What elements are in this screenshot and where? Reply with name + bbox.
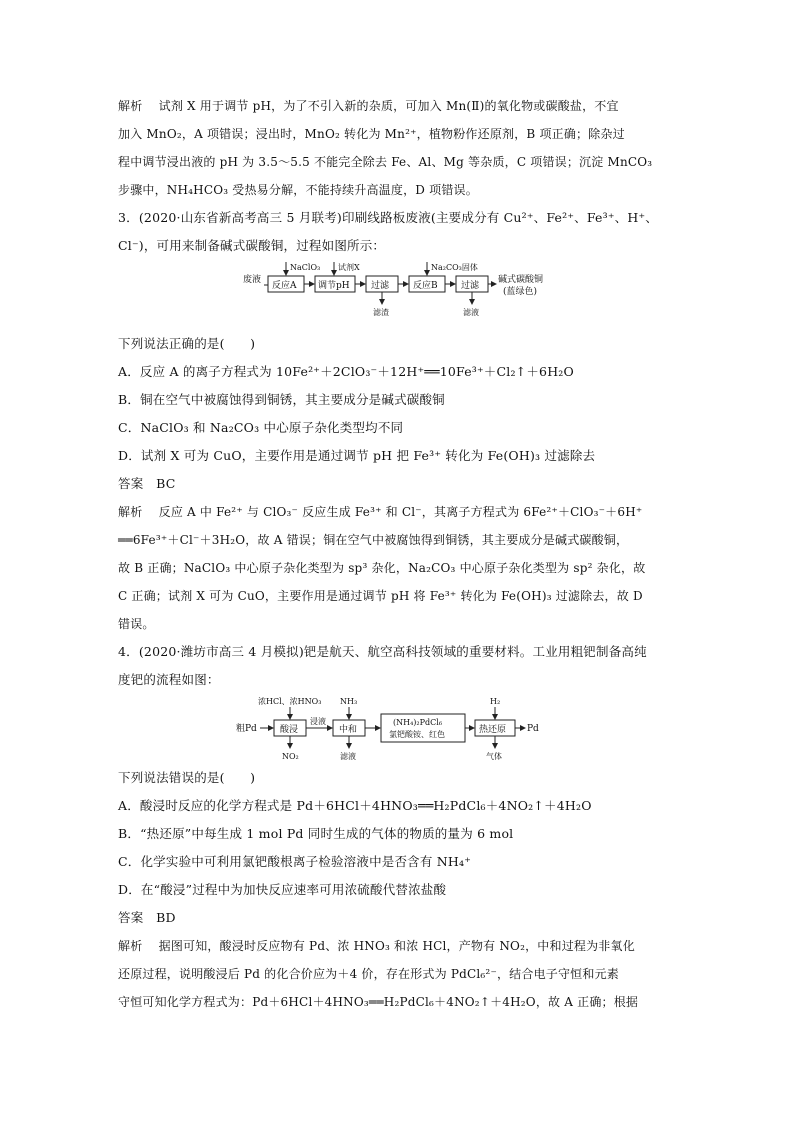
q4-stem: 度钯的流程如图： <box>118 672 220 687</box>
flow-input: H₂ <box>490 697 501 706</box>
flow-box-label: 过滤 <box>371 281 390 291</box>
q3-answer: 答案 BC <box>118 476 176 491</box>
flow-box-label: 反应A <box>272 281 297 291</box>
q3-stem: 3．(2020·山东省新高考高三 5 月联考)印刷线路板废液(主要成分有 Cu²⁺、Fe²⁺、Fe³⁺、H⁺、 <box>118 210 658 225</box>
q4-prompt: 下列说法错误的是( ) <box>118 770 256 785</box>
q2-analysis-line: 加入 MnO₂，A 项错误；浸出时，MnO₂ 转化为 Mn²⁺，植物粉作还原剂，B 项正确；除杂过 <box>118 127 625 141</box>
q3-analysis-line: 解析 反应 A 中 Fe²⁺ 与 ClO₃⁻ 反应生成 Fe³⁺ 和 Cl⁻，其离子方程式为 6Fe²⁺＋ClO₃⁻＋6H⁺ <box>118 505 643 519</box>
flow-box-label: 中和 <box>339 725 358 735</box>
analysis-label: 解析 <box>118 99 143 113</box>
flow-end: 碱式碳酸铜 <box>498 275 544 285</box>
q3-flow-diagram <box>118 260 680 330</box>
q4-stem: 4．(2020·潍坊市高三 4 月模拟)钯是航天、航空高科技领域的重要材料。工业用粗钯制备高纯 <box>118 644 647 659</box>
flow-start: 粗Pd <box>236 724 257 734</box>
q4-option-c: C．化学实验中可利用氯钯酸根离子检验溶液中是否含有 NH₄⁺ <box>118 854 471 869</box>
flow-arrow-label: 浸液 <box>310 717 326 726</box>
flow-box-label: 热还原 <box>479 725 507 735</box>
document-page <box>118 92 680 1016</box>
flow-input: Na₂CO₃固体 <box>431 263 478 272</box>
q4-option-a: A．酸浸时反应的化学方程式是 Pd＋6HCl＋4HNO₃══H₂PdCl₆＋4NO₂↑＋4H₂O <box>118 798 592 813</box>
q3-flowchart <box>118 260 680 330</box>
q3-stem: Cl⁻)，可用来制备碱式碳酸铜，过程如图所示： <box>118 238 386 253</box>
flow-box-label: 酸浸 <box>280 725 299 735</box>
flow-end-note: (蓝绿色) <box>503 287 538 297</box>
flow-output: 滤渣 <box>373 308 389 317</box>
flow-output: 滤液 <box>463 308 479 317</box>
flow-input: NaClO₃ <box>290 263 321 272</box>
q3-option-d: D．试剂 X 可为 CuO，主要作用是通过调节 pH 把 Fe³⁺ 转化为 Fe(OH)₃ 过滤除去 <box>118 448 596 463</box>
flow-input: NH₃ <box>340 697 358 706</box>
q4-flowchart <box>118 694 680 764</box>
q3-option-a: A．反应 A 的离子方程式为 10Fe²⁺＋2ClO₃⁻＋12H⁺══10Fe³⁺＋Cl₂↑＋6H₂O <box>118 364 574 379</box>
flow-box-label: 过滤 <box>461 281 480 291</box>
flow-input: 浓HCl、浓HNO₃ <box>258 697 322 706</box>
q3-analysis-line: C 正确；试剂 X 可为 CuO，主要作用是通过调节 pH 将 Fe³⁺ 转化为 Fe(OH)₃ 过滤除去，故 D <box>118 589 643 603</box>
q3-analysis-line: 故 B 正确；NaClO₃ 中心原子杂化类型为 sp³ 杂化，Na₂CO₃ 中心原子杂化类型为 sp² 杂化，故 <box>118 561 646 575</box>
flow-box-label: 反应B <box>413 281 438 291</box>
q2-analysis-line: 步骤中，NH₄HCO₃ 受热易分解，不能持续升高温度，D 项错误。 <box>118 183 478 197</box>
q4-analysis-line: 解析 据图可知，酸浸时反应物有 Pd、浓 HNO₃ 和浓 HCl，产物有 NO₂，中和过程为非氧化 <box>118 939 635 953</box>
flow-output: 气体 <box>486 752 502 761</box>
q4-option-d: D．在“酸浸”过程中为加快反应速率可用浓硫酸代替浓盐酸 <box>118 882 447 897</box>
q4-option-b: B．“热还原”中每生成 1 mol Pd 同时生成的气体的物质的量为 6 mol <box>118 826 514 841</box>
q3-analysis-line: 错误。 <box>118 617 155 631</box>
q3-option-c: C．NaClO₃ 和 Na₂CO₃ 中心原子杂化类型均不同 <box>118 420 404 435</box>
q2-analysis-line: 程中调节浸出液的 pH 为 3.5～5.5 不能完全除去 Fe、Al、Mg 等杂质，C 项错误；沉淀 MnCO₃ <box>118 155 653 169</box>
q4-answer: 答案 BD <box>118 910 176 925</box>
q3-prompt: 下列说法正确的是( ) <box>118 336 256 351</box>
flow-input: 试剂X <box>338 263 360 272</box>
q3-analysis-line: ══6Fe³⁺＋Cl⁻＋3H₂O，故 A 错误；铜在空气中被腐蚀得到铜锈，其主要成分是碱式碳酸铜， <box>118 533 629 547</box>
flow-box-label: 氯钯酸铵、红色 <box>389 730 445 739</box>
analysis-label: 解析 <box>118 939 143 953</box>
q3-option-b: B．铜在空气中被腐蚀得到铜锈，其主要成分是碱式碳酸铜 <box>118 392 445 407</box>
flow-end: Pd <box>527 724 539 734</box>
flow-output: NO₂ <box>282 752 299 761</box>
flow-output: 滤液 <box>340 752 356 761</box>
flow-box-label: 调节pH <box>318 281 350 291</box>
q2-analysis-line: 解析 试剂 X 用于调节 pH，为了不引入新的杂质，可加入 Mn(Ⅱ)的氧化物或碳酸盐，不宜 <box>118 99 619 113</box>
flow-start: 废液 <box>243 275 262 285</box>
analysis-label: 解析 <box>118 505 143 519</box>
q4-flow-diagram <box>118 694 680 764</box>
q4-analysis-line: 还原过程，说明酸浸后 Pd 的化合价应为＋4 价，存在形式为 PdCl₆²⁻，结合电子守恒和元素 <box>118 967 619 981</box>
flow-box-label: (NH₄)₂PdCl₆ <box>393 718 443 727</box>
q4-analysis-line: 守恒可知化学方程式为：Pd＋6HCl＋4HNO₃══H₂PdCl₆＋4NO₂↑＋4H₂O，故 A 正确；根据 <box>118 995 639 1009</box>
